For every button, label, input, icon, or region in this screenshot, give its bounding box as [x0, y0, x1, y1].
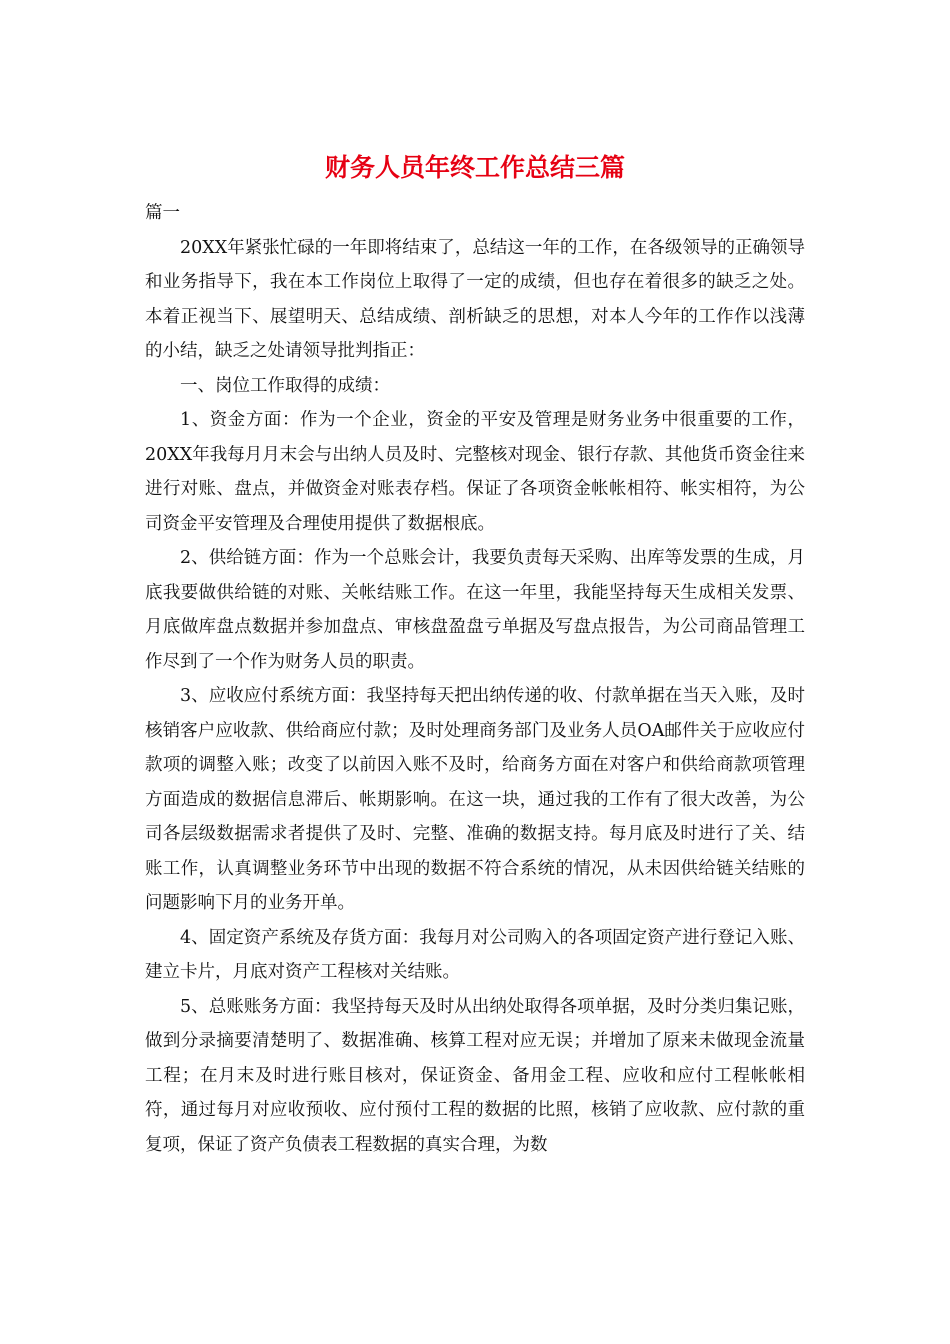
paragraph-heading-achievements: 一、岗位工作取得的成绩：	[180, 375, 390, 396]
document-body	[145, 196, 805, 1162]
paragraph-intro: 20XX年紧张忙碌的一年即将结束了，总结这一年的工作，在各级领导的正确领导和业务指导下，我在本工作岗位上取得了一定的成绩，但也存在着很多的缺乏之处。本着正视当下、展望明天、总结成绩、剖析缺乏的思想，对本人今年的工作作以浅薄的小结，缺乏之处请领导批判指正：	[145, 237, 805, 361]
paragraph-funds: 1、资金方面：作为一个企业，资金的平安及管理是财务业务中很重要的工作，20XX年我每月月末会与出纳人员及时、完整核对现金、银行存款、其他货币资金往来进行对账、盘点，并做资金对账表存档。保证了各项资金帐帐相符、帐实相符，为公司资金平安管理及合理使用提供了数据根底。	[145, 410, 805, 534]
paragraph-general-ledger: 5、总账账务方面：我坚持每天及时从出纳处取得各项单据，及时分类归集记账，做到分录摘要清楚明了、数据准确、核算工程对应无误；并增加了原来未做现金流量工程；在月末及时进行账目核对，保证资金、备用金工程、应收和应付工程帐帐相符，通过每月对应收预收、应付预付工程的数据的比照，核销了应收款、应付款的重复项，保证了资产负债表工程数据的真实合理，为数	[145, 996, 805, 1155]
document-title: 财务人员年终工作总结三篇	[324, 153, 625, 182]
paragraph-fixed-assets: 4、固定资产系统及存货方面：我每月对公司购入的各项固定资产进行登记入账、建立卡片，月底对资产工程核对关结账。	[145, 927, 805, 982]
section-label: 篇一	[145, 203, 180, 223]
paragraph-supply-chain: 2、供给链方面：作为一个总账会计，我要负责每天采购、出库等发票的生成，月底我要做供给链的对账、关帐结账工作。在这一年里，我能坚持每天生成相关发票、月底做库盘点数据并参加盘点、审核盘盈盘亏单据及写盘点报告，为公司商品管理工作尽到了一个作为财务人员的职责。	[145, 548, 805, 672]
paragraph-receivables-payables: 3、应收应付系统方面：我坚持每天把出纳传递的收、付款单据在当天入账，及时核销客户应收款、供给商应付款；及时处理商务部门及业务人员OA邮件关于应收应付款项的调整入账；改变了以前因入账不及时，给商务方面在对客户和供给商款项管理方面造成的数据信息滞后、帐期影响。在这一块，通过我的工作有了很大改善，为公司各层级数据需求者提供了及时、完整、准确的数据支持。每月底及时进行了关、结账工作，认真调整业务环节中出现的数据不符合系统的情况，从未因供给链关结账的问题影响下月的业务开单。	[145, 686, 805, 913]
